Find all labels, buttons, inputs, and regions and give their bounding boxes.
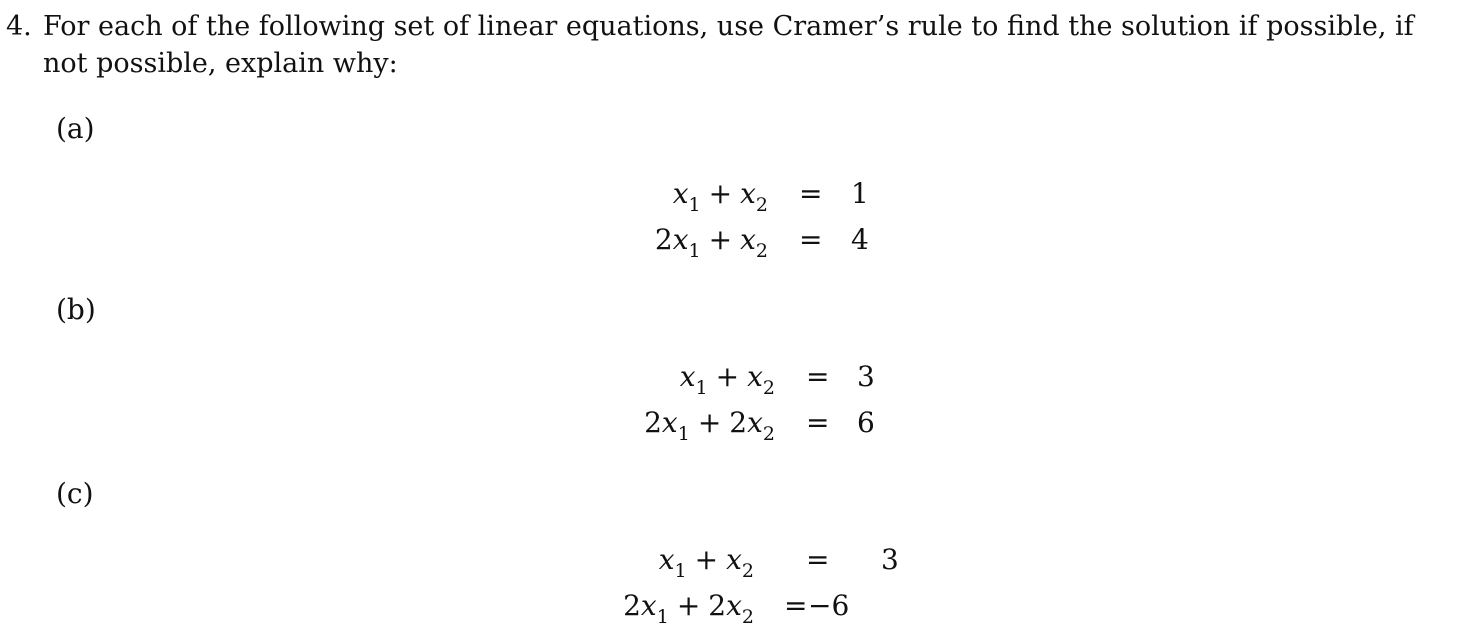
equation-lhs [655, 220, 768, 263]
coefficient: 2 [644, 406, 662, 439]
equals-sign: = [784, 589, 808, 622]
variable: x [726, 589, 742, 622]
variable: x [726, 543, 742, 576]
part-label-b: (b) [56, 293, 96, 326]
subscript: 2 [741, 606, 754, 628]
subscript: 2 [762, 423, 775, 445]
equals-sign: = [806, 406, 830, 439]
equation-lhs [680, 357, 775, 400]
subscript: 2 [762, 377, 775, 399]
variable: x [672, 223, 689, 256]
part-label-a: (a) [56, 112, 95, 145]
coefficient: 2 [708, 589, 727, 622]
question-number: 4. [6, 11, 32, 42]
equals-sign: = [799, 177, 823, 210]
equation-lhs [659, 540, 754, 583]
coefficient: 2 [729, 406, 748, 439]
equation-row [0, 174, 1468, 214]
question-block [6, 8, 1436, 82]
equation-rhs: 3 [881, 543, 899, 576]
variable: x [740, 223, 756, 256]
equation-rhs: 6 [857, 406, 875, 439]
equation-row [0, 220, 1468, 260]
plus-operator: + [715, 360, 740, 393]
plus-operator: + [708, 177, 733, 210]
coefficient: 2 [654, 223, 673, 256]
plus-operator: + [676, 589, 701, 622]
equals-sign: = [799, 223, 823, 256]
subscript: 1 [688, 240, 701, 262]
equation-row [0, 586, 1468, 626]
variable: x [740, 177, 756, 210]
variable: x [747, 360, 763, 393]
equation-row [0, 403, 1468, 443]
question-text: For each of the following set of linear equations, use Cramer’s rule to find the solution if possible, if not possible, explain why: [43, 11, 1414, 79]
equation-row [0, 540, 1468, 580]
part-label-c: (c) [56, 477, 94, 510]
equation-lhs [644, 403, 775, 446]
equation-rhs: 1 [851, 177, 869, 210]
equation-lhs [673, 174, 768, 217]
subscript: 1 [677, 423, 690, 445]
equation-lhs [623, 586, 754, 629]
subscript: 2 [755, 194, 768, 216]
variable: x [658, 543, 675, 576]
variable: x [679, 360, 696, 393]
plus-operator: + [697, 406, 722, 439]
plus-operator: + [694, 543, 719, 576]
variable: x [672, 177, 689, 210]
subscript: 1 [674, 560, 687, 582]
subscript: 2 [741, 560, 754, 582]
plus-operator: + [708, 223, 733, 256]
variable: x [640, 589, 657, 622]
equals-sign: = [806, 543, 830, 576]
variable: x [747, 406, 763, 439]
equation-rhs: 3 [857, 360, 875, 393]
subscript: 1 [688, 194, 701, 216]
subscript: 1 [656, 606, 669, 628]
subscript: 2 [755, 240, 768, 262]
variable: x [661, 406, 678, 439]
equation-rhs: −6 [808, 589, 850, 622]
equation-row [0, 357, 1468, 397]
coefficient: 2 [623, 589, 641, 622]
equals-sign: = [806, 360, 830, 393]
subscript: 1 [695, 377, 708, 399]
equation-rhs: 4 [851, 223, 869, 256]
